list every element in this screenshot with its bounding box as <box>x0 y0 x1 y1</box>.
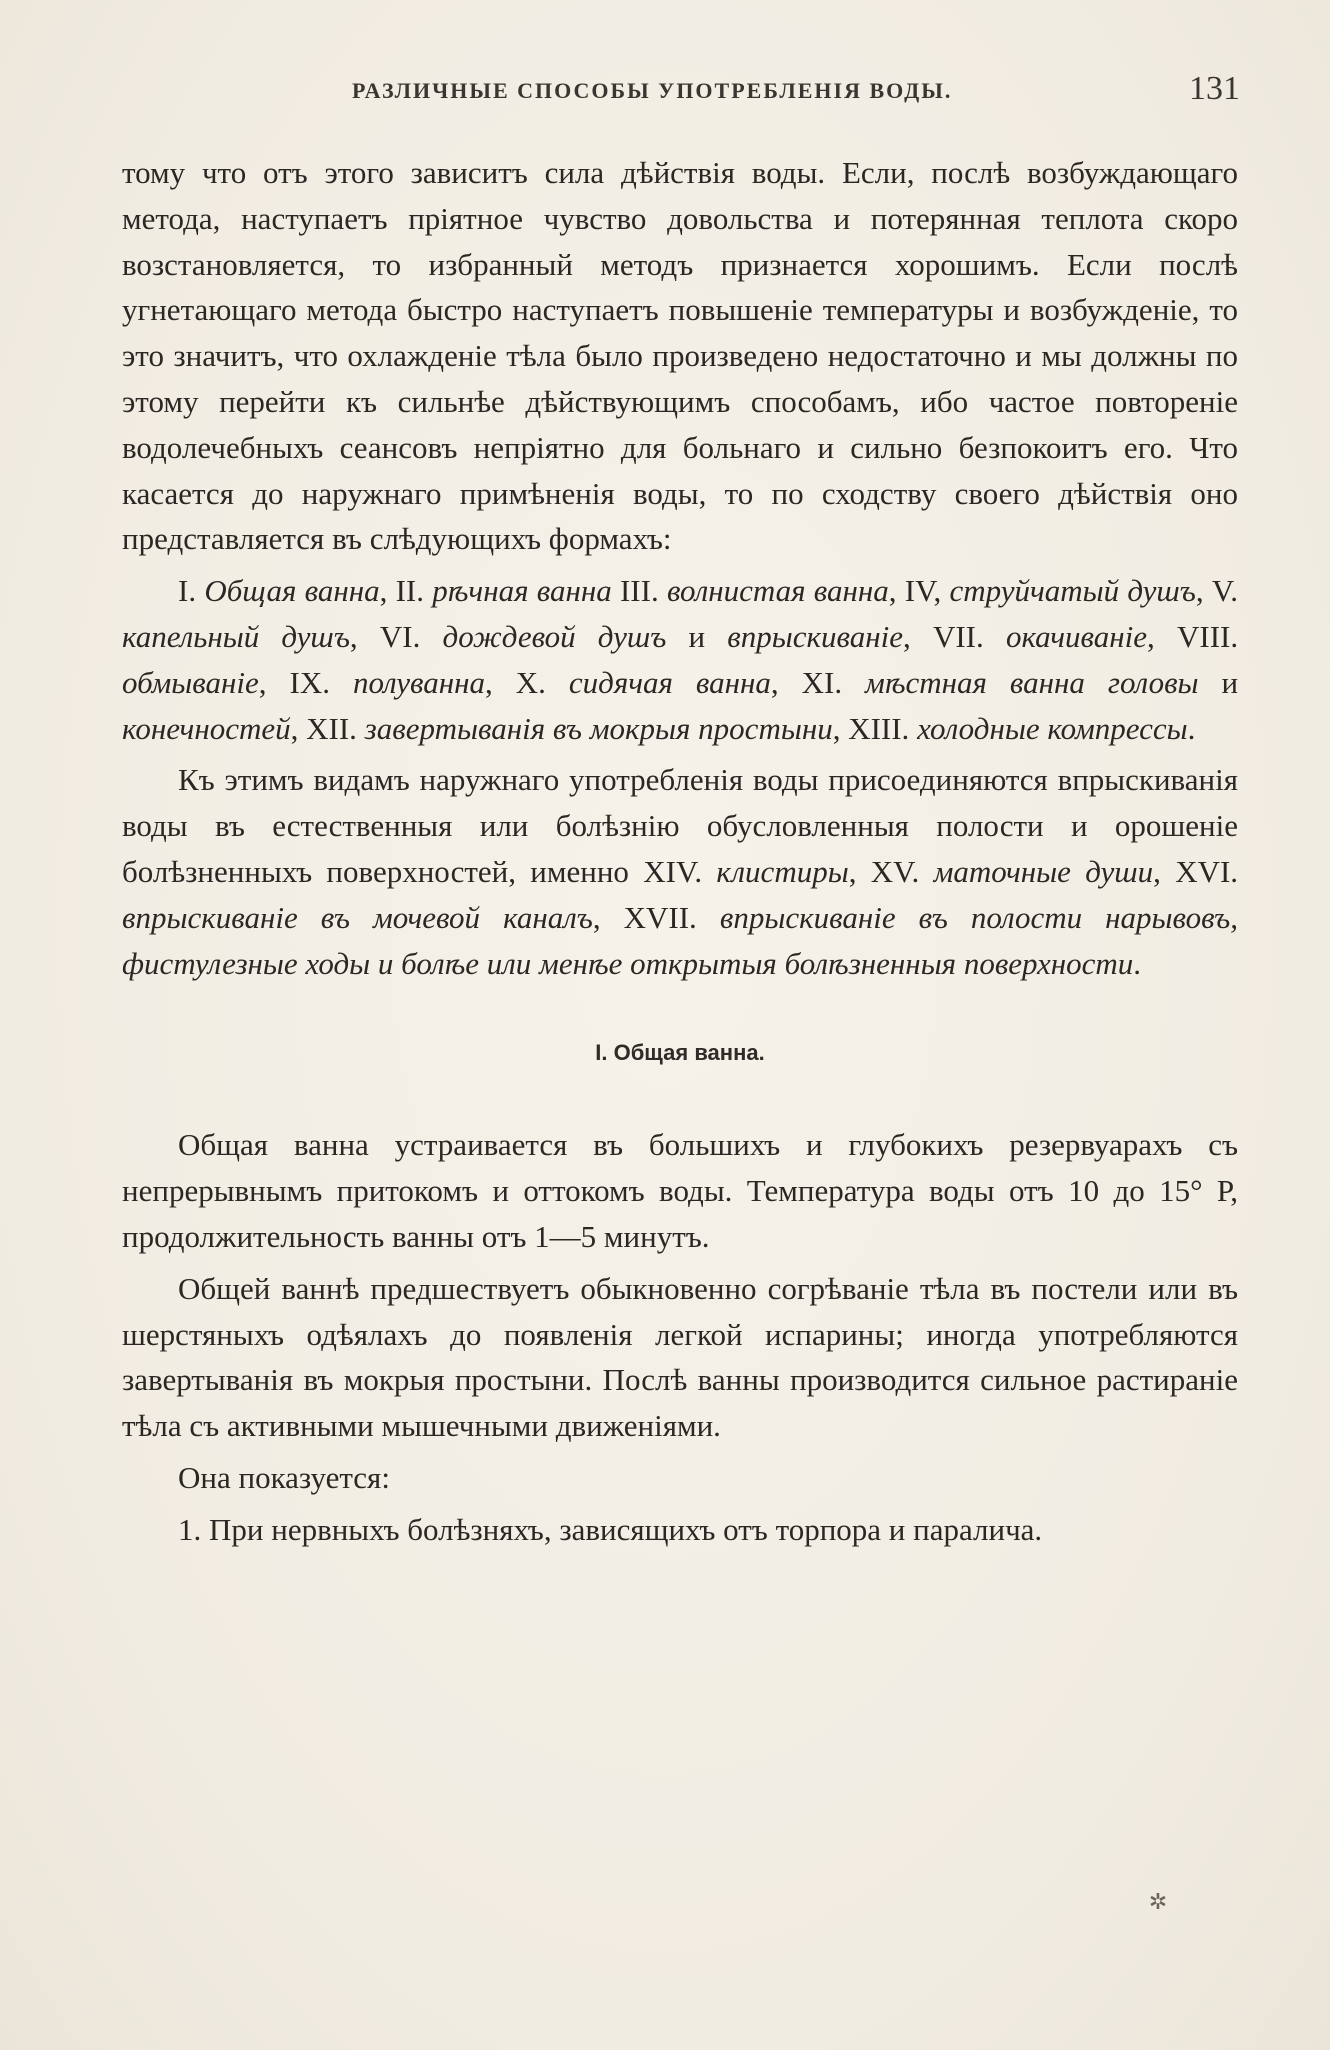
main-text <box>122 150 1238 1553</box>
list-number: IX. <box>289 664 330 700</box>
list-item-15 <box>871 854 1175 889</box>
list-term: сидячая ванна <box>568 664 771 700</box>
list-term: завертыванія въ мокрыя простыни <box>364 710 833 746</box>
list-separator: , <box>832 710 849 746</box>
list-separator: . <box>1187 710 1196 746</box>
list-term: впрыскиваніе въ полости нарывовъ, фистулезные ходы и болѣе или менѣе открытыя болѣзненныя поверхности <box>122 899 1238 981</box>
list-number: XIII. <box>848 710 910 746</box>
list-term: рѣчная ванна <box>432 573 612 609</box>
treatment-list <box>122 568 1238 751</box>
printer-ornament-icon: ✲ <box>1148 1890 1168 1915</box>
list-number: V. <box>1211 573 1239 609</box>
list-term: волнистая ванна <box>666 573 889 609</box>
list-separator: , <box>770 664 802 700</box>
paragraph-lead: Къ этимъ видамъ наружнаго употребленія воды присоединяются впрыскиванія воды въ естественныя или болѣзнію обусловленныя полости и орошеніе болѣзненныхъ поверхностей, именно <box>122 762 1238 889</box>
list-item-14 <box>643 854 871 889</box>
list-separator: , <box>1195 573 1212 609</box>
list-item-6b <box>689 619 933 654</box>
list-separator: , <box>258 664 290 700</box>
list-term: дождевой душъ <box>442 618 667 654</box>
list-separator <box>612 573 620 608</box>
list-separator: , <box>290 710 307 746</box>
list-number: IV, <box>904 573 942 609</box>
list-number: X. <box>515 664 546 700</box>
list-term: впрыскиваніе <box>727 618 904 654</box>
running-title: РАЗЛИЧНЫЕ СПОСОБЫ УПОТРЕБЛЕНІЯ ВОДЫ. <box>352 78 953 103</box>
list-term: струйчатый душъ <box>949 573 1196 609</box>
list-separator <box>666 619 688 654</box>
list-separator: , <box>379 573 396 609</box>
list-separator: , <box>485 664 516 700</box>
paragraph-indications: Она показуется: <box>178 1459 390 1495</box>
list-item-9 <box>290 665 516 700</box>
list-item-4 <box>905 573 1212 608</box>
paragraph-bath-procedure: Общей ваннѣ предшествуетъ обыкновенно согрѣваніе тѣла въ постели или въ шерстяныхъ одѣялахъ до появленія легкой испарины; иногда употребляются завертыванія въ мокрыя простыни. Послѣ ванны производится сильное растираніе тѣла съ активными мышечными движеніями. <box>122 1270 1238 1444</box>
list-separator: , <box>903 618 933 654</box>
list-number: I. <box>178 573 197 609</box>
list-number: VIII. <box>1176 618 1239 654</box>
list-number: II. <box>395 573 424 609</box>
list-term: мѣстная ванна головы <box>865 664 1199 700</box>
list-number: III. <box>619 573 659 609</box>
list-separator: , <box>1153 853 1176 889</box>
list-term: клистиры <box>716 853 849 889</box>
list-item-11 <box>802 665 1222 700</box>
list-separator <box>1199 665 1222 700</box>
list-number: XI. <box>801 664 843 700</box>
page-number: 131 <box>1189 70 1240 107</box>
list-term: полуванна <box>352 664 486 700</box>
list-separator: . <box>1133 945 1141 981</box>
list-number: XIV. <box>643 853 703 889</box>
list-item-12 <box>306 711 848 746</box>
list-item-2 <box>396 573 620 608</box>
list-item-10 <box>516 665 802 700</box>
list-term: окачиваніе <box>1005 618 1148 654</box>
paragraph-injections <box>122 757 1238 986</box>
list-item-3 <box>620 573 905 608</box>
paragraph-bath-setup: Общая ванна устраивается въ большихъ и глубокихъ резервуарахъ съ непрерывнымъ притокомъ и оттокомъ воды. Температура воды отъ 10 до 15° Р, продолжительность ванны отъ 1—5 минутъ. <box>122 1127 1238 1254</box>
list-term: конечностей <box>122 710 291 746</box>
list-separator: , <box>848 853 871 889</box>
paragraph-indication-1: 1. При нервныхъ болѣзняхъ, зависящихъ отъ торпора и паралича. <box>178 1511 1043 1547</box>
list-term: обмываніе <box>122 664 259 700</box>
list-separator: , <box>888 573 905 609</box>
list-separator: , <box>1147 618 1177 654</box>
list-separator: , <box>349 618 380 654</box>
list-number: и <box>688 618 706 654</box>
list-term: впрыскиваніе въ мочевой каналъ <box>122 899 593 935</box>
list-number: VII. <box>932 618 984 654</box>
list-item-1 <box>178 573 396 608</box>
paragraph-intro: тому что отъ этого зависитъ сила дѣйствія воды. Если, послѣ возбуждающаго метода, наступаетъ пріятное чувство довольства и потерянная теплота скоро возстановляется, то избранный методъ признается хорошимъ. Если послѣ угнетающаго метода быстро наступаетъ повышеніе температуры и возбужденіе, то это значитъ, что охлажденіе тѣла было произведено недостаточно и мы должны по этому перейти къ сильнѣе дѣйствующимъ способамъ, ибо частое повтореніе водолечебныхъ сеансовъ непріятно для больнаго и сильно безпокоитъ его. Что касается до наружнаго примѣненія воды, то по сходству своего дѣйствія оно представляется въ слѣдующихъ формахъ: <box>122 155 1238 557</box>
list-number: XV. <box>870 853 920 889</box>
list-item-7 <box>933 619 1177 654</box>
list-number: XVII. <box>623 899 697 935</box>
list-term: маточные души <box>933 853 1154 889</box>
list-term: холодные компрессы <box>917 710 1188 746</box>
list-separator: , <box>592 899 624 935</box>
section-heading: I. Общая ванна. <box>595 1040 765 1066</box>
list-term: капельный душъ <box>122 618 350 654</box>
list-number: VI. <box>379 618 421 654</box>
list-item-6 <box>380 619 689 654</box>
list-item-13 <box>848 711 1195 746</box>
list-term: Общая ванна <box>204 573 380 609</box>
list-number: и <box>1221 664 1239 700</box>
list-number: XVI. <box>1175 853 1239 889</box>
list-number: XII. <box>306 710 357 746</box>
